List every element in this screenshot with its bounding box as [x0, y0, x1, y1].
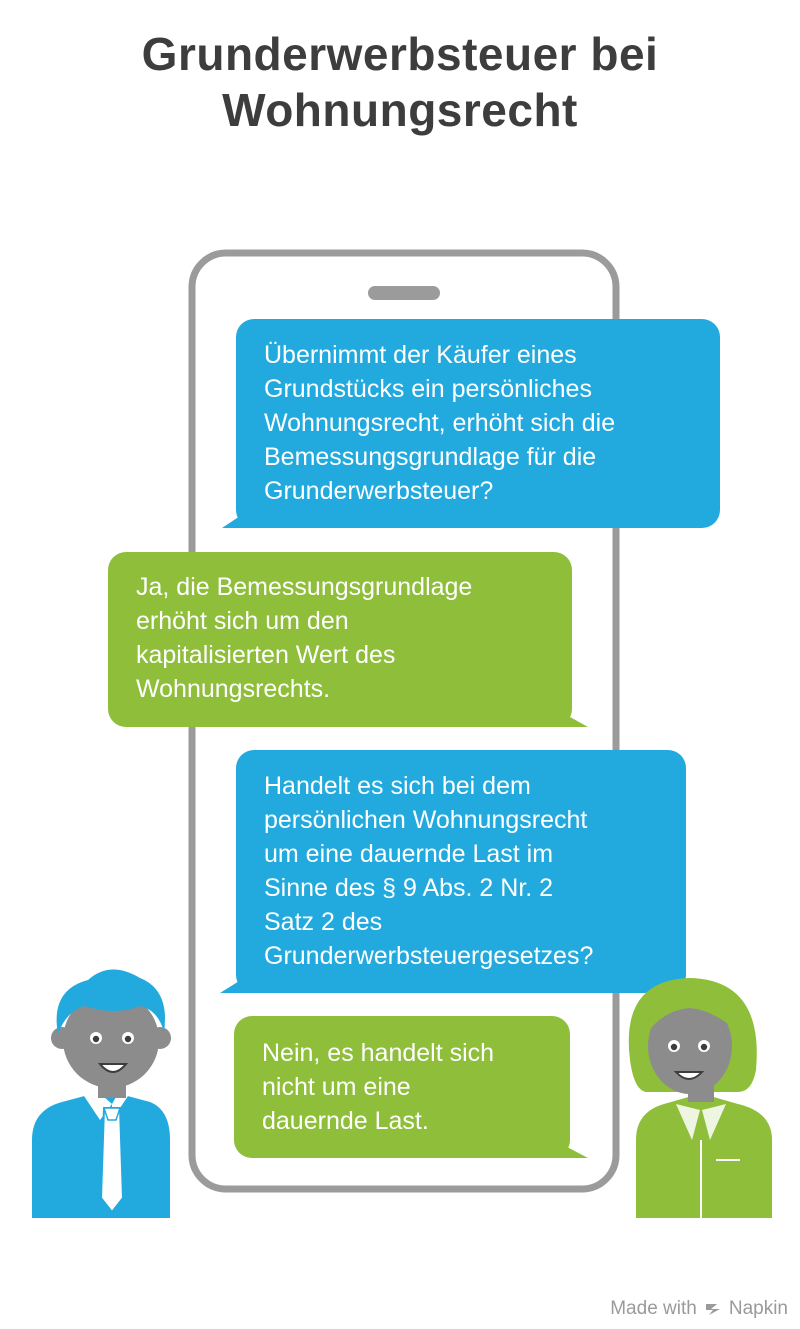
title-line-1: Grunderwerbsteuer bei	[141, 28, 659, 80]
made-with-napkin-footer	[610, 1298, 788, 1320]
message-text-2: Ja, die Bemessungsgrundlage erhöht sich um den kapitalisierten Wert des Wohnungsrechts.	[136, 573, 473, 703]
man-avatar-icon	[32, 969, 171, 1218]
made-with-label: Made with	[610, 1298, 697, 1319]
napkin-brand-label: Napkin	[728, 1298, 788, 1319]
napkin-logo-icon	[703, 1299, 723, 1319]
message-text-4: Nein, es handelt sich nicht um eine dauernde Last.	[262, 1039, 495, 1135]
message-text-3: Handelt es sich bei dem persönlichen Wohnungsrecht um eine dauernde Last im Sinne des § 9 Abs. 2 Nr. 2 Satz 2 des Grunderwerbsteuergesetzes?	[264, 772, 594, 970]
message-text-1: Übernimmt der Käufer eines Grundstücks ein persönliches Wohnungsrecht, erhöht sich die Bemessungsgrundlage für die Grunderwerbsteuer?	[264, 341, 616, 505]
title-line-2: Wohnungsrecht	[222, 84, 578, 136]
woman-avatar-icon	[629, 978, 772, 1218]
